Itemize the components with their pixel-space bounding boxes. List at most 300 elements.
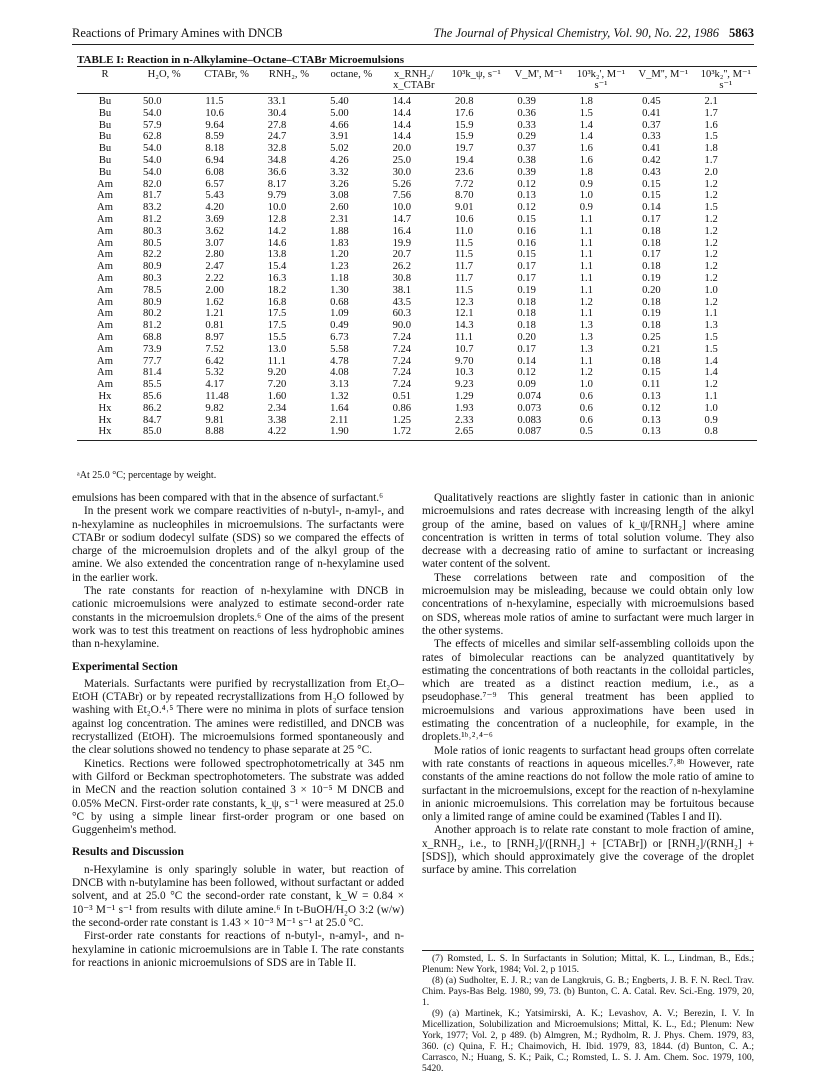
column-header: octane, % — [320, 67, 382, 94]
table-cell: 90.0 — [392, 320, 412, 332]
table-cell: 0.6 — [579, 414, 593, 426]
table-cell: 82.2 — [143, 249, 162, 261]
table-cell: 0.15 — [642, 178, 661, 190]
row-label: Am — [97, 343, 113, 355]
paragraph: In the present work we compare reactivities of n-butyl-, n-amyl-, and n-hexylamine as nucleophiles in microemulsions. The surfactants were CTABr or sodium dodecyl sulfate (SDS) so we compared the effects of charge of the microemulsion droplets and of the alkyl group of the amine. We also extended the concentration range of n-hexylamine used in the earlier work. — [72, 505, 404, 584]
table-cell: 0.18 — [642, 225, 661, 237]
table-cell: 38.1 — [392, 284, 412, 296]
table-cell: 8.18 — [205, 143, 224, 155]
table-cell: 0.14 — [642, 202, 661, 214]
table-cell: 81.2 — [143, 213, 162, 225]
running-title: Reactions of Primary Amines with DNCB — [72, 26, 283, 40]
table-cell: 1.09 — [330, 308, 349, 320]
table-cell: 0.20 — [517, 331, 536, 343]
section-heading-experimental: Experimental Section — [72, 660, 178, 673]
table-row — [77, 120, 757, 132]
row-label: Am — [97, 320, 113, 332]
table-cell: 3.26 — [330, 178, 349, 190]
table-cell: 81.2 — [143, 320, 162, 332]
table-cell: 83.2 — [143, 202, 162, 214]
table-cell: 85.0 — [133, 426, 195, 440]
table-row — [77, 94, 757, 108]
table-cell: 4.08 — [330, 367, 349, 379]
row-label: Am — [97, 355, 113, 367]
table-cell: 2.80 — [205, 249, 224, 261]
table-cell: 0.15 — [642, 190, 661, 202]
table-cell: 1.5 — [704, 343, 718, 355]
table-cell: 17.5 — [267, 308, 287, 320]
table-cell: 0.18 — [642, 237, 661, 249]
table-cell: 14.4 — [392, 107, 412, 119]
table-cell: 8.88 — [195, 426, 257, 440]
row-label: Am — [97, 308, 113, 320]
table-cell: 68.8 — [143, 331, 162, 343]
row-label: Bu — [98, 107, 112, 119]
table-cell: 0.38 — [517, 154, 536, 166]
table-cell: 1.2 — [704, 261, 718, 273]
reference: (8) (a) Sudholter, E. J. R.; van de Langkruis, G. B.; Engberts, J. B. F. N. Recl. Trav. Chim. Pays-Bas Belg. 1980, 99, 73. (b) Bunton, C. A. Catal. Rev. Sci.-Eng. 1979, 20, 1. — [422, 976, 754, 1008]
paragraph: Another approach is to relate rate constant to mole fraction of amine, x_RNH₂, i.e., to [RNH₂]/([RNH₂] + [CTABr]) or [RNH₂]/(RNH₂] + [SDS]), which should approximately give the coverage of the droplet surface by amine. This correlation — [422, 824, 754, 877]
table-cell: 1.0 — [704, 284, 718, 296]
table-cell: 1.4 — [704, 355, 718, 367]
table-cell: 1.18 — [330, 272, 349, 284]
table-cell: 54.0 — [143, 107, 162, 119]
table-cell: 3.07 — [205, 237, 224, 249]
table-cell: 1.2 — [704, 213, 718, 225]
table-cell: 0.36 — [517, 107, 536, 119]
table-cell: 0.45 — [642, 96, 661, 107]
table-cell: 1.5 — [704, 131, 718, 143]
table-cell: 2.22 — [205, 272, 224, 284]
table-cell: 17.5 — [267, 320, 287, 332]
table-cell: 0.37 — [642, 119, 661, 131]
table-cell: 62.8 — [143, 131, 162, 143]
table-row — [77, 167, 757, 179]
table-row — [77, 403, 757, 415]
table-cell: 0.19 — [517, 284, 536, 296]
table-cell: 2.65 — [445, 426, 507, 440]
row-label: Am — [97, 190, 113, 202]
table-cell: 85.5 — [143, 379, 162, 391]
table-cell: 12.3 — [454, 296, 474, 308]
table-cell: 4.78 — [330, 355, 349, 367]
table-cell: 3.91 — [330, 131, 349, 143]
table-cell: 0.51 — [392, 390, 412, 402]
table-cell: 0.11 — [642, 379, 661, 391]
row-label: Am — [97, 379, 113, 391]
table-cell: 9.64 — [205, 119, 224, 131]
table-cell: 1.2 — [704, 190, 718, 202]
table-cell: 11.5 — [454, 237, 474, 249]
table-cell: 57.9 — [143, 119, 162, 131]
table-cell: 1.21 — [205, 308, 224, 320]
table-cell: 8.97 — [205, 331, 224, 343]
table-cell: 0.42 — [642, 154, 661, 166]
table-cell: 2.11 — [330, 414, 349, 426]
table-row — [77, 226, 757, 238]
table-row — [77, 238, 757, 250]
table-cell: 11.5 — [454, 284, 474, 296]
table-cell: 10.0 — [392, 202, 412, 214]
table-cell: 0.16 — [517, 237, 536, 249]
table-cell: 10.3 — [454, 367, 474, 379]
header-rule — [72, 44, 754, 45]
table-cell: 1.3 — [579, 331, 593, 343]
table-cell: 1.1 — [579, 284, 593, 296]
table-cell: 0.15 — [642, 367, 661, 379]
table-cell: 1.2 — [704, 237, 718, 249]
table-cell: 0.16 — [517, 225, 536, 237]
table-cell: 34.8 — [267, 154, 287, 166]
table-cell: 14.7 — [392, 213, 412, 225]
table-cell: 20.7 — [392, 249, 412, 261]
table-cell: 1.2 — [704, 296, 718, 308]
table-cell: 1.3 — [704, 320, 718, 332]
column-header: V_M', M⁻¹ — [507, 67, 569, 94]
table-cell: 33.1 — [267, 96, 287, 107]
table-cell: 1.60 — [267, 390, 287, 402]
table-cell: 19.4 — [454, 154, 474, 166]
table-cell: 0.19 — [642, 272, 661, 284]
table-row — [77, 190, 757, 202]
table-cell: 1.3 — [579, 343, 593, 355]
table-cell: 0.13 — [632, 426, 694, 440]
table-cell: 1.25 — [392, 414, 412, 426]
row-label: Am — [97, 225, 113, 237]
table-cell: 1.0 — [579, 379, 593, 391]
row-label: Am — [97, 249, 113, 261]
row-label: Hx — [98, 390, 112, 402]
table-cell: 2.0 — [704, 166, 718, 178]
table-cell: 4.66 — [330, 119, 349, 131]
table-cell: 15.5 — [267, 331, 287, 343]
paragraph: Qualitatively reactions are slightly faster in cationic than in anionic microemulsions and rates decrease with increasing length of the alkyl group of the amine, based on values of k_ψ/[RNH₂] where amine concentration is written in terms of total solution volume. They also decrease with a decreasing ratio of amine to surfactant or increasing water content of the solvent. — [422, 492, 754, 571]
table-cell: 0.18 — [517, 320, 536, 332]
table-cell: 2.31 — [330, 213, 349, 225]
table-cell: 1.4 — [704, 367, 718, 379]
table-row — [77, 379, 757, 391]
table-cell: 1.32 — [330, 390, 349, 402]
table-row — [77, 131, 757, 143]
column-header: CTABr, % — [195, 67, 257, 94]
table-cell: 0.41 — [642, 143, 661, 155]
section-heading-results: Results and Discussion — [72, 846, 184, 859]
table-cell: 1.8 — [579, 166, 593, 178]
table-cell: 15.4 — [267, 261, 287, 273]
row-label: Am — [97, 261, 113, 273]
table-cell: 1.5 — [704, 202, 718, 214]
table-cell: 11.5 — [454, 249, 474, 261]
table-cell: 1.2 — [704, 249, 718, 261]
row-label: Bu — [98, 96, 112, 107]
column-header: 10³k₂'', M⁻¹ s⁻¹ — [695, 67, 757, 94]
column-header: RNH₂, % — [258, 67, 320, 94]
table-cell: 6.73 — [330, 331, 349, 343]
table-cell: 80.3 — [143, 272, 162, 284]
row-label: Bu — [98, 119, 112, 131]
table-cell: 1.0 — [579, 190, 593, 202]
table-cell: 6.08 — [205, 166, 224, 178]
table-cell: 10.6 — [454, 213, 474, 225]
table-cell: 1.1 — [579, 308, 593, 320]
row-label: Am — [97, 272, 113, 284]
table-cell: 0.12 — [517, 367, 536, 379]
table-cell: 0.15 — [517, 249, 536, 261]
table-cell: 0.25 — [642, 331, 661, 343]
right-column — [422, 492, 754, 878]
table-cell: 1.5 — [704, 331, 718, 343]
column-header: H₂O, % — [133, 67, 195, 94]
table-cell: 0.9 — [579, 178, 593, 190]
table-cell: 1.7 — [704, 154, 718, 166]
table-cell: 0.17 — [642, 213, 661, 225]
table-row — [77, 297, 757, 309]
row-label: Am — [97, 331, 113, 343]
table-cell: 10.7 — [454, 343, 474, 355]
table-cell: 1.4 — [579, 131, 593, 143]
row-label: Hx — [98, 402, 112, 414]
column-header: x_RNH₂/ x_CTABr — [383, 67, 445, 94]
table-cell: 3.38 — [267, 414, 287, 426]
table-cell: 1.30 — [330, 284, 349, 296]
table-cell: 19.9 — [392, 237, 412, 249]
table-cell: 14.4 — [392, 131, 412, 143]
table-cell: 0.12 — [642, 402, 661, 414]
table-cell: 0.43 — [642, 166, 661, 178]
table-cell: 11.1 — [267, 355, 286, 367]
table-cell: 54.0 — [143, 143, 162, 155]
table-cell: 4.20 — [205, 202, 224, 214]
table-cell: 9.81 — [205, 414, 224, 426]
table-cell: 0.6 — [579, 402, 593, 414]
table-cell: 1.1 — [579, 355, 593, 367]
paragraph: These correlations between rate and composition of the microemulsion may be misleading, because we could obtain only low concentrations of n-hexylamine, especially with microemulsions based on SDS, whereas mole ratios of amine to surfactant were much larger in the other systems. — [422, 571, 754, 637]
table-caption: TABLE I: Reaction in n-Alkylamine–Octane–CTABr Microemulsions — [77, 54, 405, 66]
table-cell: 1.1 — [704, 308, 718, 320]
table-cell: 7.52 — [205, 343, 224, 355]
table-cell: 13.8 — [267, 249, 287, 261]
table-cell: 43.5 — [392, 296, 412, 308]
table-cell: 5.00 — [330, 107, 349, 119]
table-cell: 1.93 — [454, 402, 474, 414]
table-cell: 80.5 — [143, 237, 162, 249]
table-cell: 0.8 — [695, 426, 757, 440]
column-header: 10³k₂', M⁻¹ s⁻¹ — [570, 67, 632, 94]
table-cell: 2.33 — [454, 414, 474, 426]
table-cell: 0.33 — [517, 119, 536, 131]
table-cell: 10.0 — [267, 202, 287, 214]
table-cell: 30.8 — [392, 272, 412, 284]
table-cell: 3.13 — [330, 379, 349, 391]
table-cell: 9.70 — [454, 355, 474, 367]
table-cell: 3.62 — [205, 225, 224, 237]
table-cell: 27.8 — [267, 119, 287, 131]
table-cell: 6.42 — [205, 355, 224, 367]
table-cell: 2.1 — [704, 96, 718, 107]
table-cell: 7.24 — [392, 379, 412, 391]
table-cell: 3.69 — [205, 213, 224, 225]
table-row — [77, 155, 757, 167]
table-cell: 2.60 — [330, 202, 349, 214]
row-label: Bu — [98, 154, 112, 166]
paragraph: emulsions has been compared with that in the absence of surfactant.⁶ — [72, 492, 384, 504]
table-cell: 0.18 — [642, 296, 661, 308]
table-cell: 77.7 — [143, 355, 162, 367]
table-cell: 32.8 — [267, 143, 287, 155]
table-cell: 6.94 — [205, 154, 224, 166]
table-cell: 1.4 — [579, 119, 593, 131]
table-cell: 80.9 — [143, 296, 162, 308]
table-cell: 13.0 — [267, 343, 287, 355]
table-cell: 1.29 — [454, 390, 474, 402]
table-cell: 1.6 — [579, 143, 593, 155]
table-row — [77, 285, 757, 297]
table-cell: 0.083 — [517, 414, 542, 426]
table-cell: 80.9 — [143, 261, 162, 273]
table-cell: 0.41 — [642, 107, 661, 119]
table-cell: 7.20 — [267, 379, 287, 391]
data-table — [77, 66, 757, 441]
table-header-row — [77, 67, 757, 94]
table-cell: 0.21 — [642, 343, 661, 355]
table-cell: 82.0 — [143, 178, 162, 190]
row-label: Am — [97, 367, 113, 379]
table-cell: 0.13 — [517, 190, 536, 202]
table-cell: 23.6 — [454, 166, 474, 178]
table-cell: 60.3 — [392, 308, 412, 320]
table-cell: 11.5 — [205, 96, 224, 107]
table-cell: 0.073 — [517, 402, 542, 414]
table-cell: 15.9 — [454, 131, 474, 143]
table-cell: 0.074 — [517, 390, 542, 402]
table-cell: 1.1 — [579, 261, 593, 273]
table-cell: 0.6 — [579, 390, 593, 402]
table-cell: 0.12 — [517, 202, 536, 214]
table-cell: 1.1 — [579, 249, 593, 261]
table-cell: 0.86 — [392, 402, 412, 414]
table-cell: 16.4 — [392, 225, 412, 237]
table-cell: 14.4 — [392, 119, 412, 131]
table-cell: 10.6 — [205, 107, 224, 119]
table-cell: 0.18 — [517, 308, 536, 320]
table-cell: 0.18 — [642, 355, 661, 367]
table-row — [77, 344, 757, 356]
table-cell: 7.72 — [454, 178, 474, 190]
table-cell: 11.1 — [454, 331, 474, 343]
reference: (7) Romsted, L. S. In Surfactants in Solution; Mittal, K. L., Lindman, B., Eds.; Plenum: New York, 1984; Vol. 2, p 1015. — [422, 954, 754, 975]
table-cell: 1.2 — [704, 379, 718, 391]
table-cell: 1.1 — [579, 213, 593, 225]
table-cell: 1.72 — [383, 426, 445, 440]
table-cell: 11.0 — [454, 225, 474, 237]
table-cell: 14.6 — [267, 237, 287, 249]
table-cell: 1.1 — [704, 390, 718, 402]
table-cell: 14.3 — [454, 320, 474, 332]
table-cell: 7.56 — [392, 190, 412, 202]
row-label: Bu — [98, 131, 112, 143]
table-cell: 81.7 — [143, 190, 162, 202]
row-label: Am — [97, 237, 113, 249]
paragraph: Mole ratios of ionic reagents to surfactant head groups often correlate with rate constants of reactions in aqueous micelles.⁷˒⁸ᵇ However, rate constants of the amine reactions do not follow the mole ratio of amine to surfactant in the microemulsions, except for the reaction of n-hexylamine in anionic microemulsions. This correlation may be fortuitous because only a limited range of amine could be examined (Tables I and II). — [422, 744, 754, 824]
table-cell: 8.70 — [454, 190, 474, 202]
table-cell: 54.0 — [143, 166, 162, 178]
table-cell: 30.4 — [267, 107, 287, 119]
table-cell: 78.5 — [143, 284, 162, 296]
table-cell: 5.43 — [205, 190, 224, 202]
table-cell: 1.5 — [579, 107, 593, 119]
table-cell: 0.13 — [642, 390, 661, 402]
row-label: Hx — [98, 414, 112, 426]
table-cell: 0.12 — [517, 178, 536, 190]
table-cell: 8.17 — [267, 178, 287, 190]
table-cell: 11.7 — [454, 272, 474, 284]
row-label: Am — [97, 284, 113, 296]
table-cell: 0.33 — [642, 131, 661, 143]
table-cell: 30.0 — [392, 166, 412, 178]
table-cell: 0.29 — [517, 131, 536, 143]
table-cell: 1.23 — [330, 261, 349, 273]
table-cell: 11.48 — [205, 390, 229, 402]
table-cell: 4.17 — [205, 379, 224, 391]
table-row — [77, 108, 757, 120]
table-cell: 1.6 — [579, 154, 593, 166]
table-row — [77, 214, 757, 226]
table-cell: 1.2 — [579, 367, 593, 379]
table-cell: 1.7 — [704, 107, 718, 119]
table-cell: 12.8 — [267, 213, 287, 225]
table-cell: 20.0 — [392, 143, 412, 155]
table-body — [77, 94, 757, 441]
table-cell: 7.24 — [392, 367, 412, 379]
table-row — [77, 143, 757, 155]
table-cell: 2.47 — [205, 261, 224, 273]
row-label: Hx — [77, 426, 133, 440]
table-cell: 7.24 — [392, 355, 412, 367]
table-cell: 1.64 — [330, 402, 349, 414]
table-row — [77, 249, 757, 261]
table-cell: 1.1 — [579, 225, 593, 237]
table-cell: 9.82 — [205, 402, 224, 414]
table-cell: 16.3 — [267, 272, 287, 284]
table-cell: 4.22 — [258, 426, 320, 440]
table-cell: 0.49 — [330, 320, 349, 332]
table-cell: 0.13 — [642, 414, 661, 426]
table-cell: 85.6 — [143, 390, 162, 402]
table-cell: 1.2 — [704, 272, 718, 284]
table-cell: 1.2 — [704, 225, 718, 237]
table-cell: 5.40 — [330, 96, 349, 107]
column-header: R — [77, 67, 133, 94]
table-cell: 1.62 — [205, 296, 224, 308]
row-label: Am — [97, 178, 113, 190]
table-cell: 86.2 — [143, 402, 162, 414]
table-cell: 9.20 — [267, 367, 287, 379]
journal-name: The Journal of Physical Chemistry, Vol. 90, No. 22, 1986 — [433, 26, 719, 40]
table-cell: 1.8 — [579, 96, 593, 107]
table-row — [77, 320, 757, 332]
table-row — [77, 179, 757, 191]
table-row — [77, 202, 757, 214]
table-cell: 5.58 — [330, 343, 349, 355]
table-cell: 11.7 — [454, 261, 474, 273]
table-cell: 0.18 — [642, 261, 661, 273]
table-cell: 0.15 — [517, 213, 536, 225]
table-cell: 9.79 — [267, 190, 287, 202]
row-label: Bu — [98, 143, 112, 155]
table-row — [77, 356, 757, 368]
table-cell: 0.9 — [704, 414, 718, 426]
table-cell: 3.08 — [330, 190, 349, 202]
